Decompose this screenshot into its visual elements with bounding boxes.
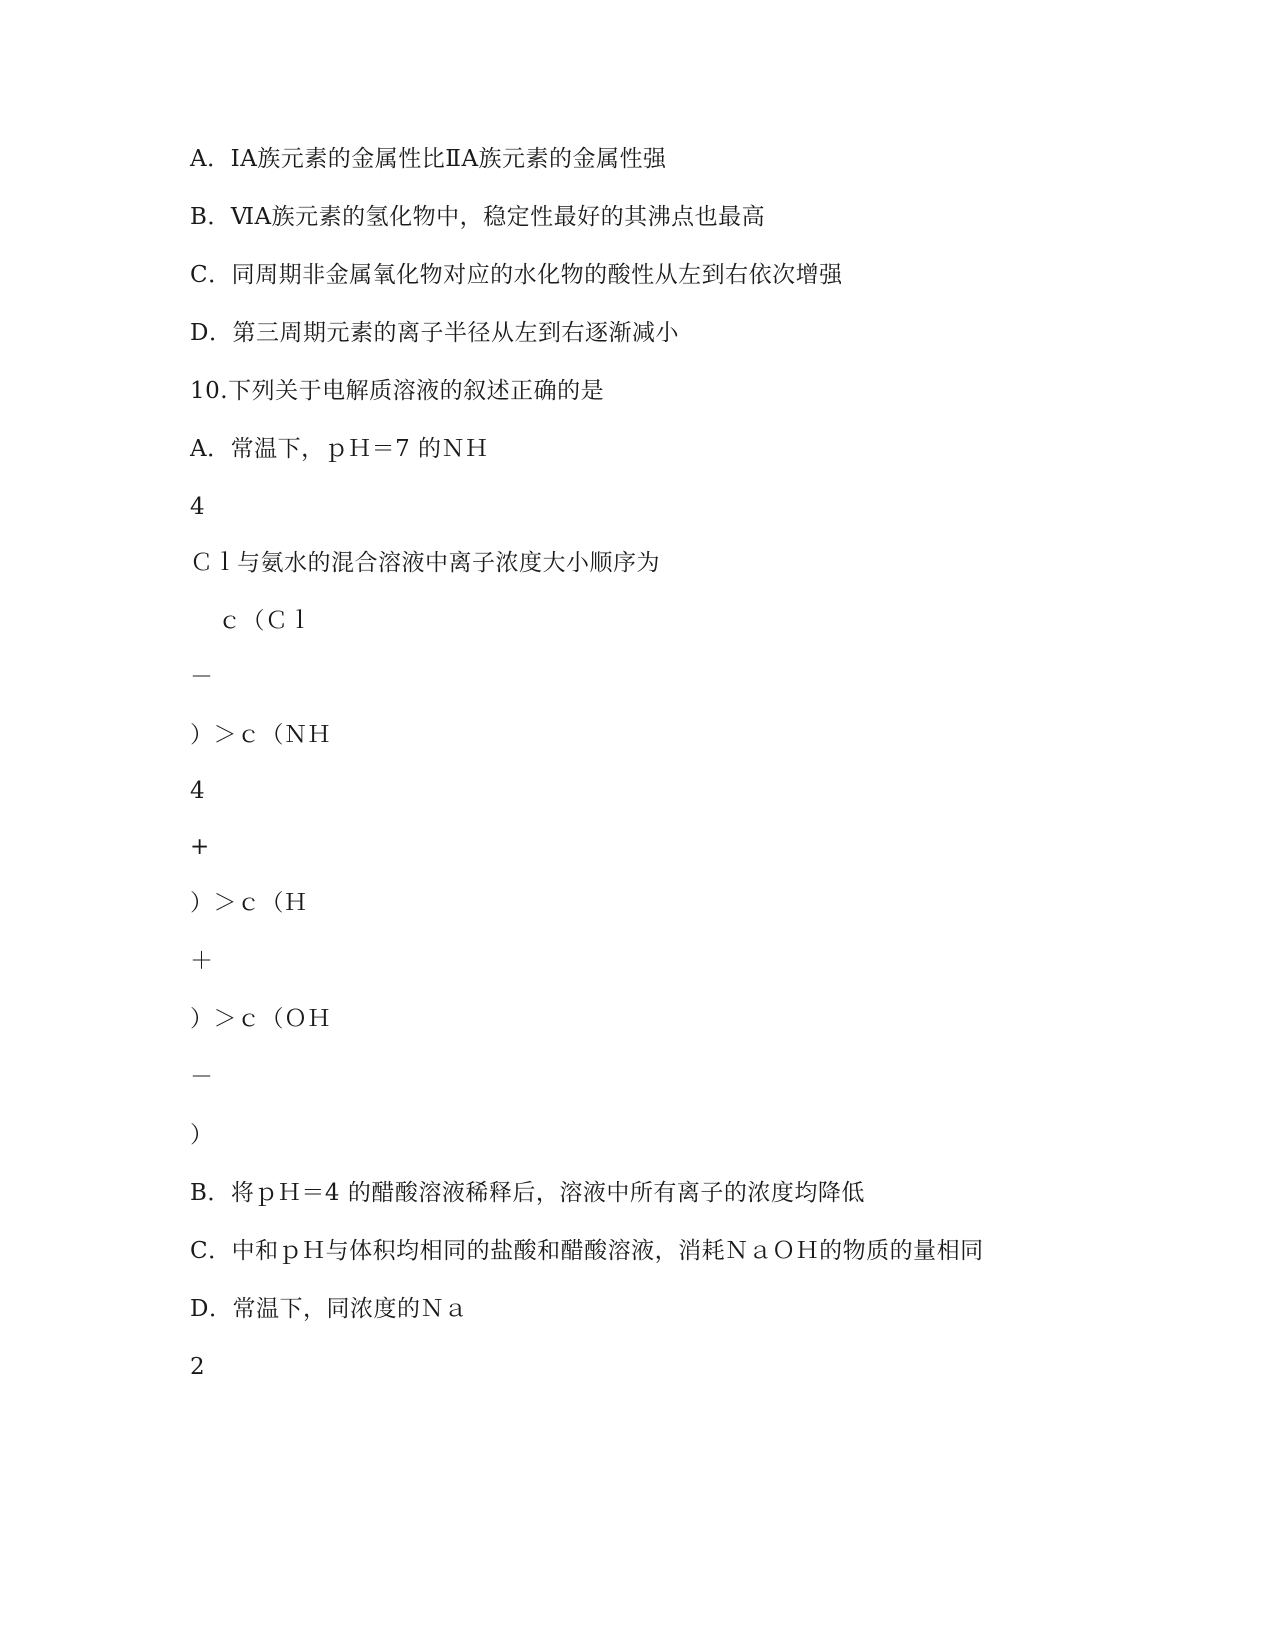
option-d-line: D．第三周期元素的离子半径从左到右逐渐减小 xyxy=(190,320,679,346)
superscript-fragment: － xyxy=(190,1064,214,1090)
expression-fragment: ）＞ｃ（ＮＨ xyxy=(190,722,331,748)
superscript-fragment: － xyxy=(190,664,214,690)
q10-option-d-line: D．常温下，同浓度的Ｎａ xyxy=(190,1296,468,1322)
expression-fragment: ）＞ｃ（Ｈ xyxy=(190,890,308,916)
superscript-fragment: ＋ xyxy=(190,948,214,974)
q10-option-a-line: A．常温下，ｐＨ＝7 的ＮＨ xyxy=(190,436,489,462)
q10-option-a-continuation: Ｃｌ与氨水的混合溶液中离子浓度大小顺序为 xyxy=(190,550,660,576)
superscript-fragment: + xyxy=(190,834,210,860)
subscript-fragment: 4 xyxy=(190,494,206,520)
option-b-line: B．ⅥA族元素的氢化物中，稳定性最好的其沸点也最高 xyxy=(190,204,766,230)
subscript-fragment: 2 xyxy=(190,1354,206,1380)
q10-option-b-line: B．将ｐＨ＝4 的醋酸溶液稀释后，溶液中所有离子的浓度均降低 xyxy=(190,1180,865,1206)
q10-option-c-line: C．中和ｐＨ与体积均相同的盐酸和醋酸溶液，消耗ＮａＯＨ的物质的量相同 xyxy=(190,1238,984,1264)
expression-fragment: ） xyxy=(190,1122,214,1148)
option-a-line: A．ⅠA族元素的金属性比ⅡA族元素的金属性强 xyxy=(190,146,667,172)
expression-fragment: ｃ（Ｃｌ xyxy=(218,608,312,634)
option-c-line: C．同周期非金属氧化物对应的水化物的酸性从左到右依次增强 xyxy=(190,262,843,288)
subscript-fragment: 4 xyxy=(190,778,206,804)
expression-fragment: ）＞ｃ（ＯＨ xyxy=(190,1006,331,1032)
question-10-stem: 10.下列关于电解质溶液的叙述正确的是 xyxy=(190,378,605,404)
